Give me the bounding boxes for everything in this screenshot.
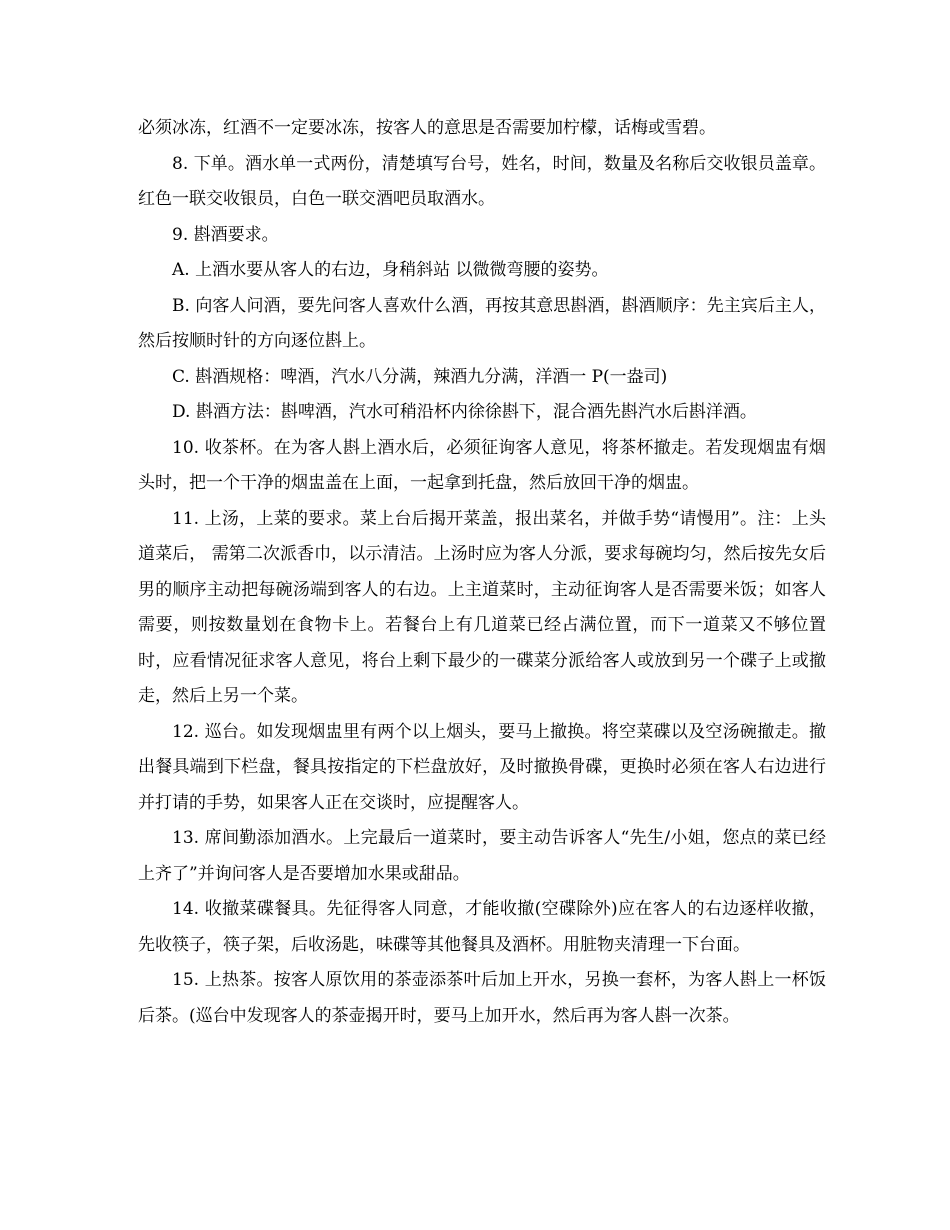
paragraph-item-10: 10. 收茶杯。在为客人斟上酒水后，必须征询客人意见，将茶杯撤走。若发现烟盅有烟头时，把一个干净的烟盅盖在上面，一起拿到托盘，然后放回干净的烟盅。 [138,437,826,493]
paragraph-item-15: 15. 上热茶。按客人原饮用的茶壶添茶叶后加上开水，另换一套杯，为客人斟上一杯饭后茶。(巡台中发现客人的茶壶揭开时，要马上加开水，然后再为客人斟一次茶。 [138,970,826,1026]
paragraph-item-12: 12. 巡台。如发现烟盅里有两个以上烟头，要马上撤换。将空菜碟以及空汤碗撤走。撤出餐具端到下栏盘，餐具按指定的下栏盘放好，及时撤换骨碟，更换时必须在客人右边进行并打请的手势，如果客人正在交谈时，应提醒客人。 [138,721,826,813]
paragraph-item-11: 11. 上汤，上菜的要求。菜上台后揭开菜盖，报出菜名，并做手势“请慢用”。注：上头道菜后， 需第二次派香巾，以示清洁。上汤时应为客人分派，要求每碗均匀，然后按先女后男的顺序主动把每碗汤端到客人的右边。上主道菜时，主动征询客人是否需要米饭；如客人需要，则按数量划在食物卡上。若餐台上有几道菜已经占满位置，而下一道菜又不够位置时，应看情况征求客人意见，将台上剩下最少的一碟菜分派给客人或放到另一个碟子上或撤走，然后上另一个菜。 [138,508,826,706]
paragraph-item-9a: A. 上酒水要从客人的右边，身稍斜站 以微微弯腰的姿势。 [172,260,609,280]
paragraph-item-8: 8. 下单。酒水单一式两份，清楚填写台号，姓名，时间，数量及名称后交收银员盖章。红色一联交收银员，白色一联交酒吧员取酒水。 [138,153,826,209]
document-body [138,111,826,1034]
paragraph-item-9: 9. 斟酒要求。 [172,224,279,245]
paragraph-item-13: 13. 席间勤添加酒水。上完最后一道菜时，要主动告诉客人“先生/小姐，您点的菜已经上齐了”并询问客人是否要增加水果或甜品。 [138,828,826,884]
paragraph-item-9d: D. 斟酒方法：斟啤酒，汽水可稍沿杯内徐徐斟下，混合酒先斟汽水后斟洋酒。 [172,402,757,422]
paragraph-item-14: 14. 收撤菜碟餐具。先征得客人同意，才能收撤(空碟除外)应在客人的右边逐样收撤，先收筷子，筷子架，后收汤匙，味碟等其他餐具及酒杯。用脏物夹清理一下台面。 [138,899,826,955]
paragraph-item-9c: C. 斟酒规格：啤酒，汽水八分满，辣酒九分满，洋酒一 P(一盎司) [172,366,668,387]
paragraph-continuation: 必须冰冻，红酒不一定要冰冻，按客人的意思是否需要加柠檬，话梅或雪碧。 [138,118,716,138]
paragraph-item-9b: B. 向客人问酒，要先问客人喜欢什么酒，再按其意思斟酒，斟酒顺序：先主宾后主人，然后按顺时针的方向逐位斟上。 [138,295,826,351]
